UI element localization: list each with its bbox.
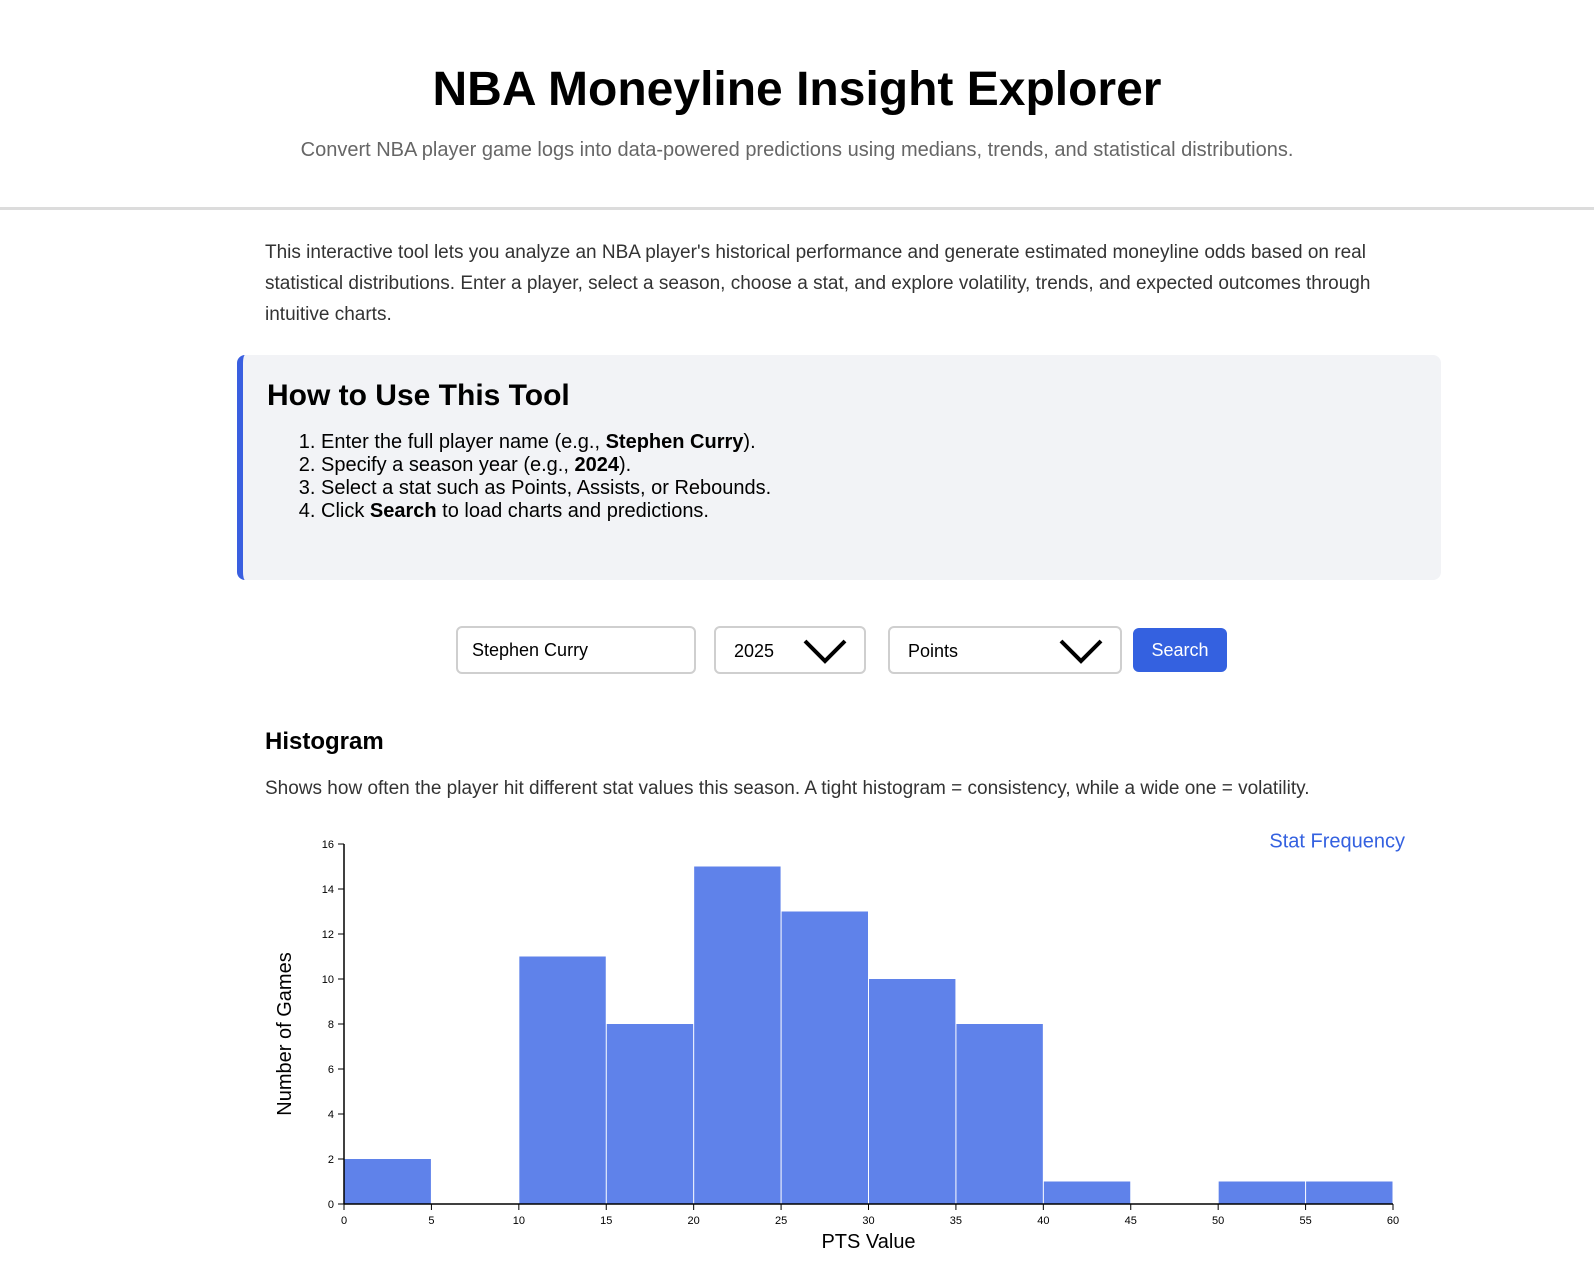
page-subtitle: Convert NBA player game logs into data-powered predictions using medians, trends, and statistical distributions.	[300, 139, 1294, 161]
x-tick-label: 25	[774, 1215, 788, 1227]
x-tick-label: 60	[1386, 1215, 1400, 1227]
y-axis-label: Number of Games	[274, 952, 296, 1116]
y-tick-label: 16	[321, 839, 334, 851]
histogram-chart	[265, 828, 1415, 1258]
page-header	[0, 0, 1594, 210]
search-controls	[0, 626, 1594, 676]
player-name-input[interactable]	[456, 626, 696, 674]
chevron-down-icon	[1058, 638, 1104, 664]
y-tick-label: 6	[327, 1064, 334, 1076]
how-to-steps	[273, 431, 771, 523]
stat-select[interactable]	[888, 626, 1122, 674]
season-select[interactable]	[714, 626, 866, 674]
histogram-bar	[1044, 1182, 1130, 1205]
histogram-bar	[1306, 1182, 1392, 1205]
x-tick-label: 20	[687, 1215, 700, 1227]
histogram-bar	[956, 1024, 1042, 1204]
histogram-title: Histogram	[265, 728, 384, 755]
x-tick-label: 5	[428, 1215, 435, 1227]
x-tick-label: 0	[340, 1215, 348, 1227]
x-tick-label: 30	[862, 1215, 875, 1227]
how-to-title: How to Use This Tool	[267, 379, 570, 412]
x-tick-label: 40	[1037, 1215, 1050, 1227]
how-to-step: 2. Specify a season year (e.g., 2024).	[321, 454, 771, 477]
histogram-bar	[345, 1159, 431, 1204]
how-to-step: 3. Select a stat such as Points, Assists, or Rebounds.	[321, 477, 771, 500]
histogram-bar	[869, 979, 955, 1204]
page-title: NBA Moneyline Insight Explorer	[432, 63, 1162, 116]
x-tick-label: 10	[512, 1215, 525, 1227]
how-to-step: 4. Click Search to load charts and predictions.	[321, 500, 771, 523]
x-tick-label: 55	[1299, 1215, 1312, 1227]
y-tick-label: 0	[327, 1199, 334, 1211]
stat-select-value: Points	[908, 641, 959, 661]
how-to-panel	[237, 355, 1441, 580]
histogram-bar	[607, 1024, 693, 1204]
histogram-description: Shows how often the player hit different stat values this season. A tight histogram = consistency, while a wide one = volatility.	[265, 778, 1310, 799]
season-select-value: 2025	[734, 641, 775, 661]
histogram-bar	[694, 867, 780, 1205]
y-tick-label: 8	[327, 1019, 334, 1031]
y-tick-label: 12	[321, 929, 334, 941]
histogram-bar	[782, 912, 868, 1205]
how-to-step: 1. Enter the full player name (e.g., Stephen Curry).	[321, 431, 771, 454]
y-tick-label: 2	[327, 1154, 334, 1166]
x-tick-label: 35	[949, 1215, 963, 1227]
x-tick-label: 15	[600, 1215, 613, 1227]
chevron-down-icon	[802, 638, 848, 664]
intro-text: This interactive tool lets you analyze an NBA player's historical performance and generate estimated moneyline odds based on real statistical distributions. Enter a player, select a season, choose a stat, and explore volatility, trends, and expected outcomes through intuitive charts.	[265, 242, 1371, 325]
x-tick-label: 45	[1124, 1215, 1137, 1227]
y-tick-label: 10	[321, 974, 334, 986]
x-tick-label: 50	[1212, 1215, 1225, 1227]
search-button[interactable]: Search	[1133, 628, 1227, 672]
histogram-bar	[1219, 1182, 1305, 1205]
chart-legend: Stat Frequency	[1269, 830, 1405, 853]
x-axis-label: PTS Value	[821, 1231, 916, 1253]
histogram-bar	[519, 957, 605, 1205]
y-tick-label: 4	[327, 1109, 334, 1121]
y-tick-label: 14	[321, 884, 334, 896]
